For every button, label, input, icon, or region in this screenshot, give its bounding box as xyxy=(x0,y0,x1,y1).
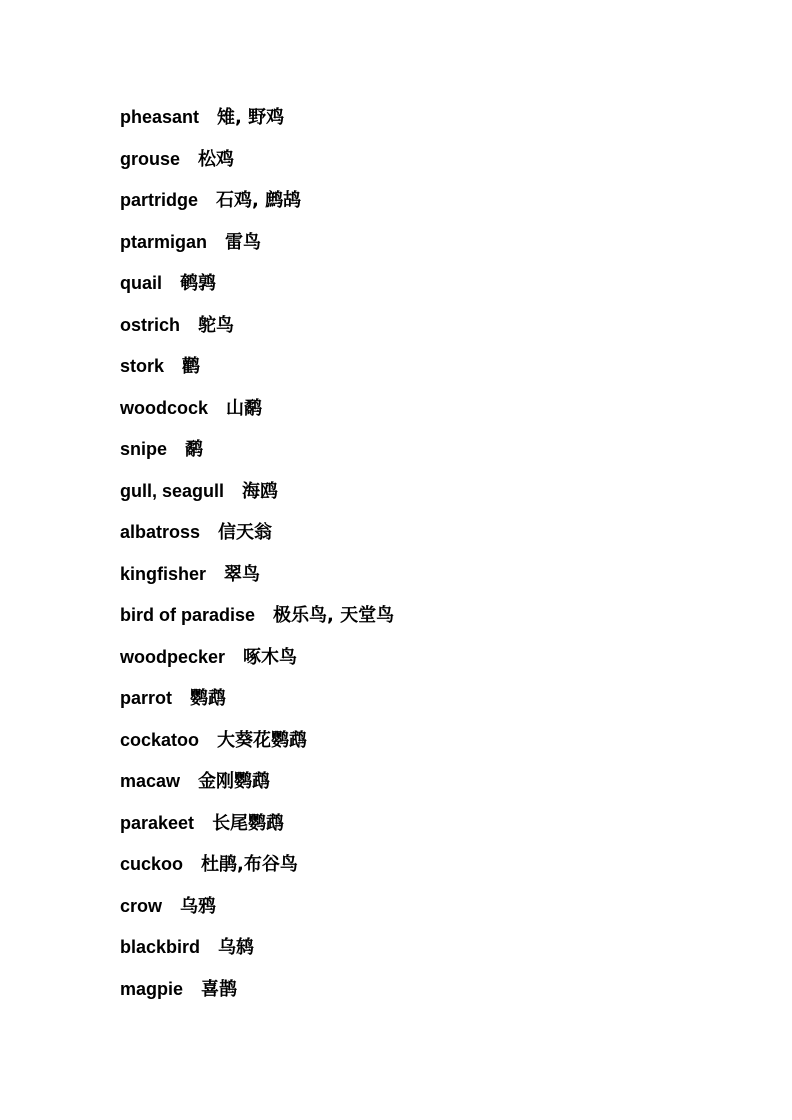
english-term: cuckoo xyxy=(120,854,184,874)
english-term: gull, seagull xyxy=(120,480,225,501)
chinese-translation: 金刚鹦鹉 xyxy=(198,771,271,792)
english-term: partridge xyxy=(120,190,199,210)
list-item xyxy=(120,146,394,188)
english-term: parrot xyxy=(120,688,173,708)
chinese-translation: 松鸡 xyxy=(198,148,235,170)
chinese-translation: 杜鹃,布谷鸟 xyxy=(201,854,298,875)
list-item xyxy=(120,104,394,146)
list-item xyxy=(120,810,394,852)
english-term: grouse xyxy=(120,148,181,169)
list-item xyxy=(120,519,394,561)
list-item xyxy=(120,851,394,893)
english-term: cockatoo xyxy=(120,729,200,750)
english-term: woodpecker xyxy=(120,646,226,667)
english-term: pheasant xyxy=(120,107,200,127)
english-term: woodcock xyxy=(120,397,209,418)
list-item xyxy=(120,893,394,935)
english-term: parakeet xyxy=(120,812,195,833)
chinese-translation: 鹦鹉 xyxy=(190,688,227,709)
chinese-translation: 鹬 xyxy=(185,439,204,460)
list-item xyxy=(120,685,394,727)
list-item xyxy=(120,768,394,810)
english-term: crow xyxy=(120,895,163,916)
list-item xyxy=(120,187,394,229)
chinese-translation: 乌鸫 xyxy=(218,937,255,958)
chinese-translation: 大葵花鹦鹉 xyxy=(217,729,308,751)
list-item xyxy=(120,727,394,769)
english-term: macaw xyxy=(120,771,181,791)
list-item xyxy=(120,561,394,603)
english-term: quail xyxy=(120,273,163,293)
chinese-translation: 长尾鹦鹉 xyxy=(212,812,285,834)
chinese-translation: 啄木鸟 xyxy=(243,646,298,668)
chinese-translation: 鸵鸟 xyxy=(198,314,235,336)
chinese-translation: 极乐鸟, 天堂鸟 xyxy=(273,605,395,626)
english-term: magpie xyxy=(120,978,184,999)
chinese-translation: 喜鹊 xyxy=(201,978,238,1000)
english-term: kingfisher xyxy=(120,563,207,584)
english-term: ptarmigan xyxy=(120,231,208,252)
english-term: ostrich xyxy=(120,314,181,335)
list-item xyxy=(120,478,394,520)
english-term: snipe xyxy=(120,439,168,459)
chinese-translation: 雉, 野鸡 xyxy=(217,107,285,128)
list-item xyxy=(120,395,394,437)
chinese-translation: 雷鸟 xyxy=(225,231,262,253)
chinese-translation: 乌鸦 xyxy=(180,895,217,917)
list-item xyxy=(120,436,394,478)
list-item xyxy=(120,644,394,686)
list-item xyxy=(120,270,394,312)
english-term: stork xyxy=(120,356,165,376)
list-item xyxy=(120,602,394,644)
list-item xyxy=(120,312,394,354)
list-item xyxy=(120,229,394,271)
list-item xyxy=(120,976,394,1018)
english-term: blackbird xyxy=(120,937,201,957)
bird-vocabulary-list xyxy=(120,104,394,1017)
chinese-translation: 鹳 xyxy=(182,356,201,377)
chinese-translation: 山鹬 xyxy=(226,397,263,419)
list-item xyxy=(120,934,394,976)
english-term: albatross xyxy=(120,522,201,542)
chinese-translation: 鹌鹑 xyxy=(180,273,217,294)
english-term: bird of paradise xyxy=(120,605,256,625)
list-item xyxy=(120,353,394,395)
chinese-translation: 信天翁 xyxy=(218,522,273,543)
chinese-translation: 石鸡, 鹧鸪 xyxy=(216,190,302,211)
chinese-translation: 海鸥 xyxy=(242,480,279,502)
chinese-translation: 翠鸟 xyxy=(224,563,261,585)
